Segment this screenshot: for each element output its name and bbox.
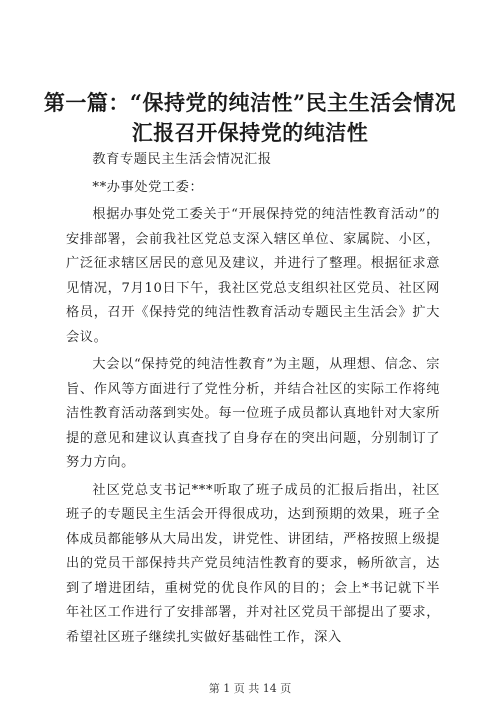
title-line-1: 第一篇：“保持党的纯洁性”民主生活会情况 (43, 90, 457, 115)
paragraph-salutation: **办事处党工委： (92, 179, 204, 195)
paragraph-subtitle: 教育专题民主生活会情况汇报 (92, 152, 272, 167)
paragraph-1: 根据办事处党工委关于“开展保持党的纯洁性教育活动”的安排部署，会前我社区党总支深入辖区单位、家属院、小区，广泛征求辖区居民的意见及建议，并进行了整理。根据征求意见情况，7月10日下午，我社区党总支组织社区党员、社区网格员，召开《保持党的纯洁性教育活动专题民主生活会》扩大会议。 (66, 207, 440, 345)
document-body (66, 148, 440, 653)
title-line-2: 汇报召开保持党的纯洁性 (131, 120, 369, 145)
paragraph-3: 社区党总支书记***听取了班子成员的汇报后指出，社区班子的专题民主生活会开得很成功，达到预期的效果，班子全体成员都能够从大局出发，讲党性、讲团结，严格按照上级提出的党员干部保持共产党员纯洁性教育的要求，畅所欲言，达到了增进团结，重树党的优良作风的目的；会上*书记就下半年社区工作进行了安排部署，并对社区党员干部提出了要求，希望社区班子继续扎实做好基础性工作，深入 (66, 482, 440, 645)
document-title (40, 88, 460, 148)
paragraph-2: 大会以“保持党的纯洁性教育”为主题，从理想、信念、宗旨、作风等方面进行了党性分析，并结合社区的实际工作将纯洁性教育活动落到实处。每一位班子成员都认真地针对大家所提的意见和建议认真查找了自身存在的突出问题，分别制订了努力方向。 (66, 357, 440, 470)
page-footer: 第 1 页 共 14 页 (208, 682, 292, 695)
